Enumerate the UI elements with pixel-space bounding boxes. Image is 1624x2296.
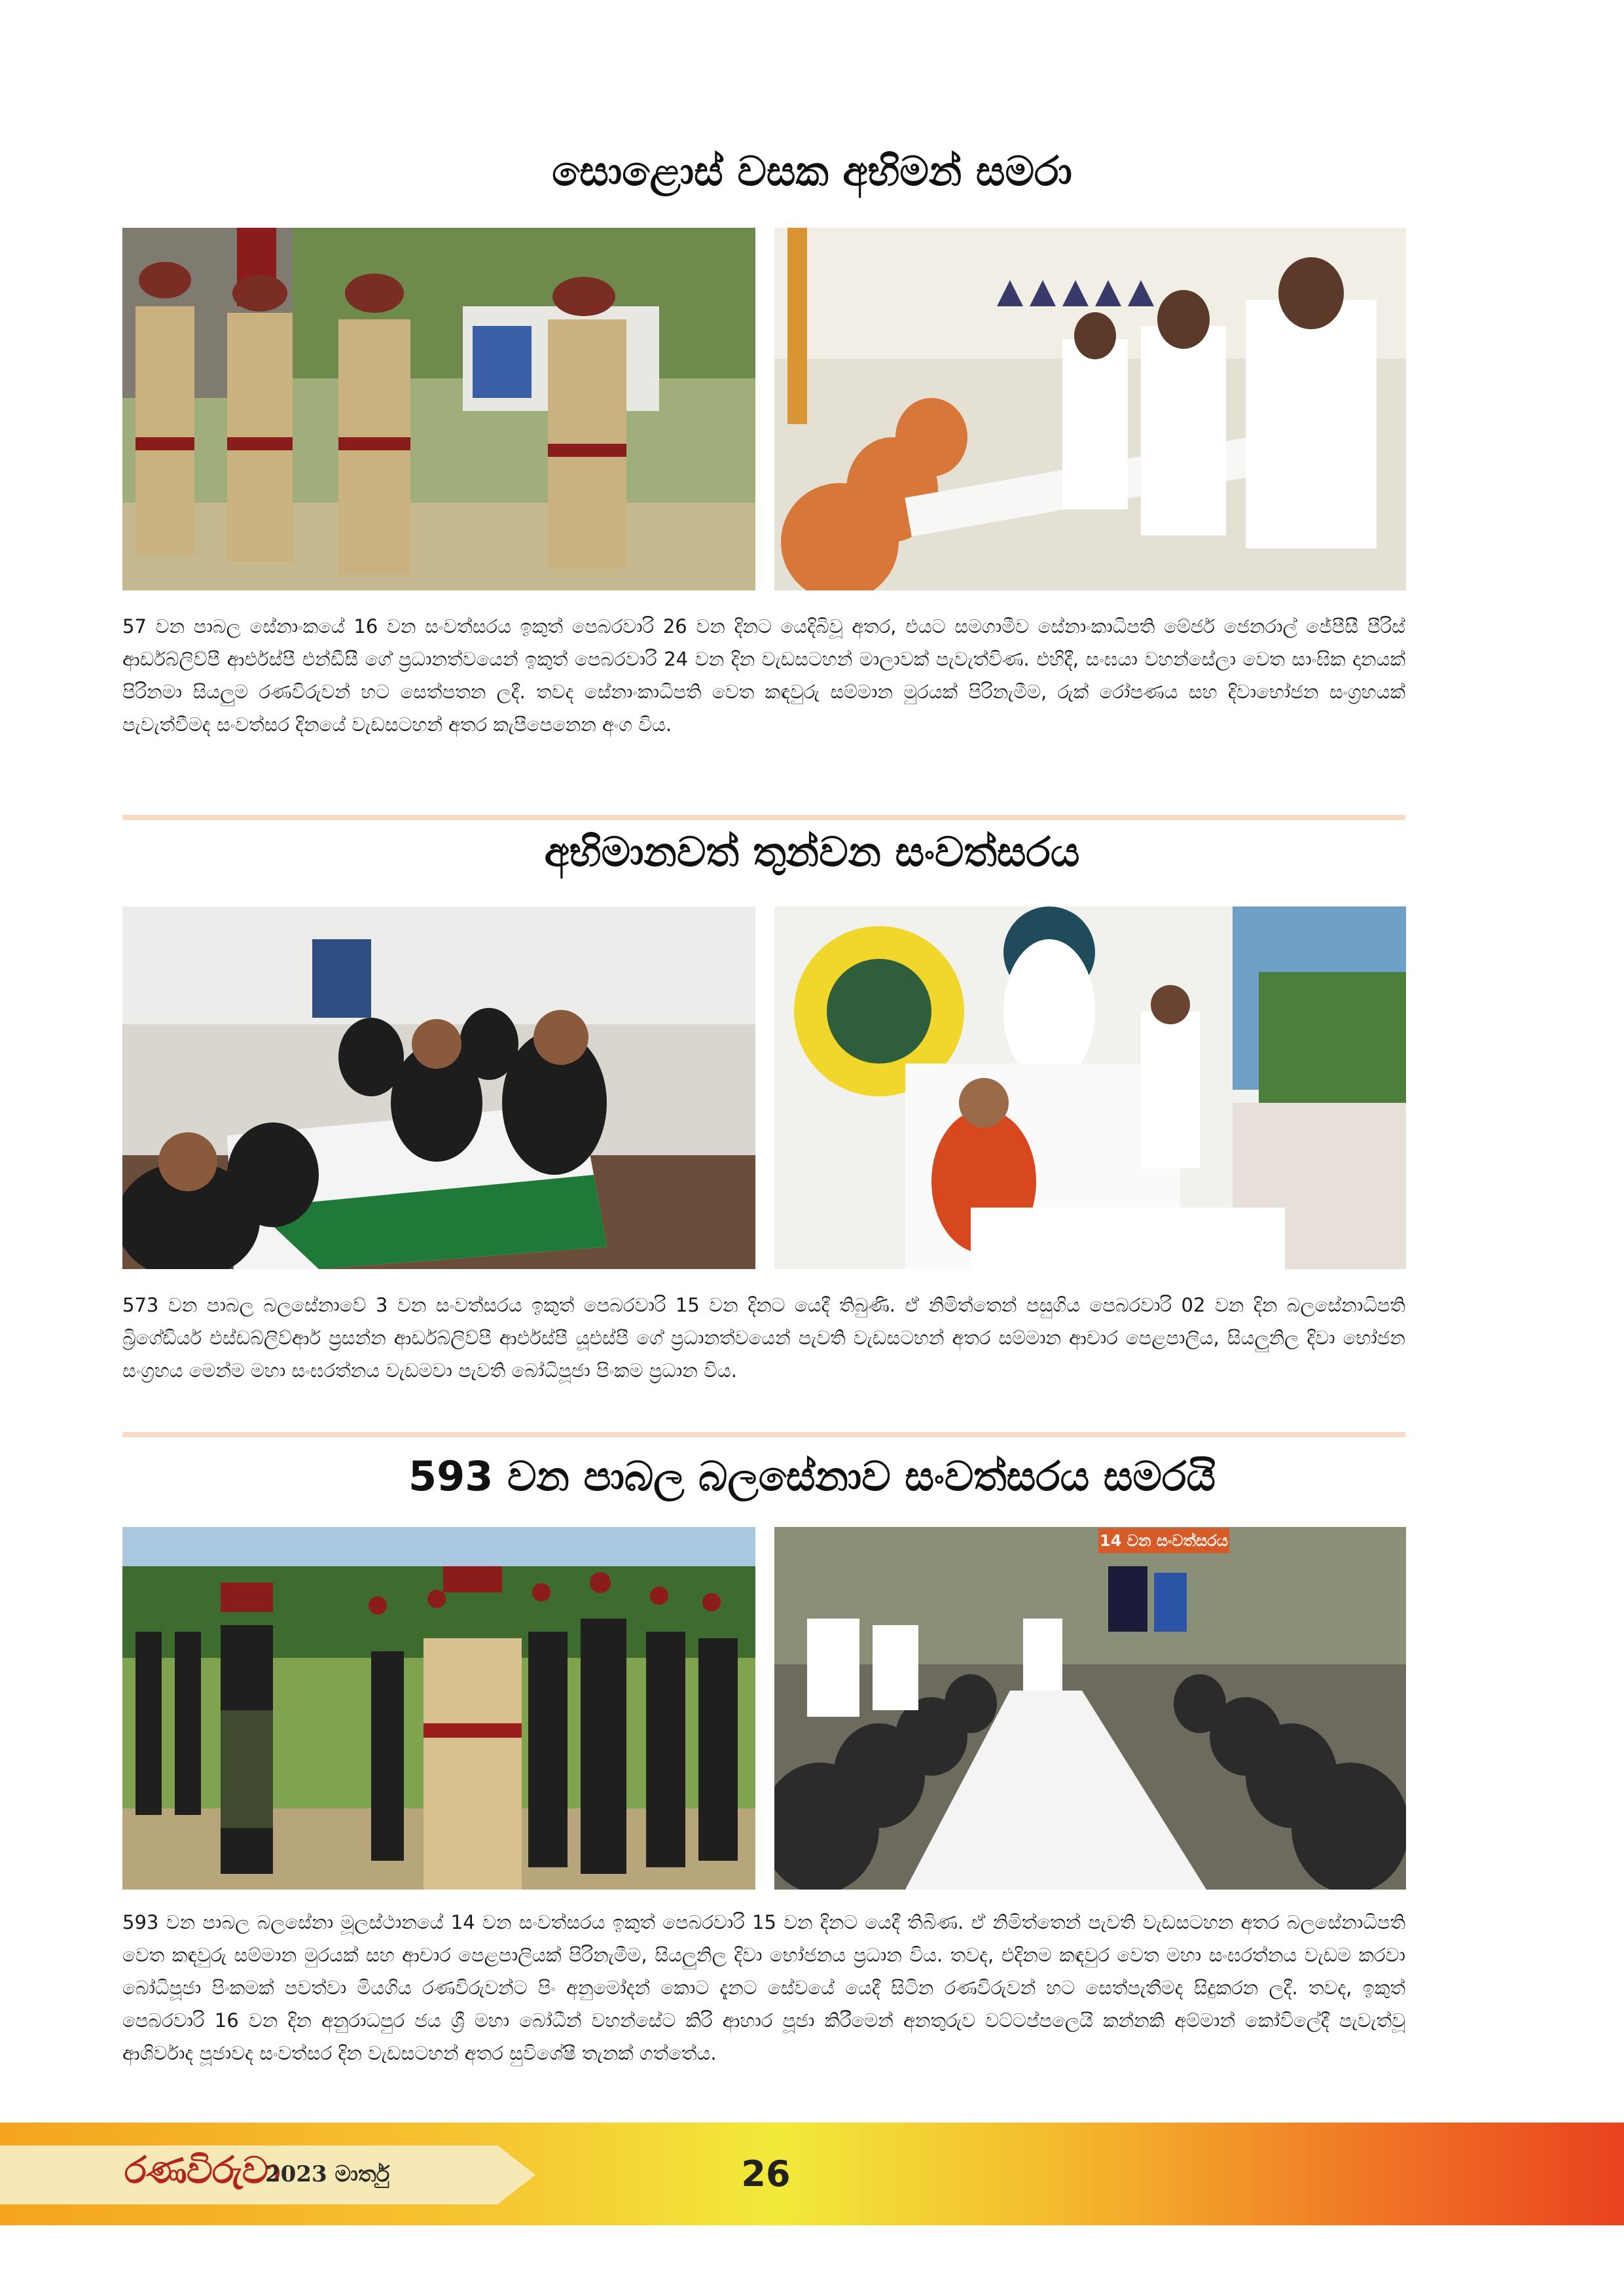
page-number: 26 [741, 2153, 791, 2195]
banquet-table-photo [774, 1527, 1406, 1890]
section-3-body: 593 වන පාබල බලසේනා මූලස්ථානයේ 14 වන සංවත්සරය ඉකුත් පෙබරවාරි 15 වන දිනට යෙදී තිබිණ. ඒ නිමිත්තෙන් පැවති වැඩසටහන අතර බලසේනාධිපති වෙත කඳවුරු සම්මාන මුරයක් සහ ආචාර පෙළපාලියක් පිරිනැමීම, සියලුනිල දිවා භෝජනය ප්‍රධාන විය. තවද, එදිනම කඳවුර වෙත මහා සංඝරත්නය වැඩම කරවා බෝධිපූජා පිංකමක් පවත්වා මියගිය රණවිරුවන්ට පිං අනුමෝදන් කොට දැනට සේවයේ යෙදී සිටින රණවිරුවන් හට සෙත්පැතීමද සිදුකරන ලදී. තවද, ඉකුත් පෙබරවාරි 16 වන දින අනුරාධපුර ජය ශ්‍රී මහා බෝධීන් වහන්සේට කිරි ආහාර පූජා කිරීමෙන් අනතුරුව වට්ටප්පලෙයි කන්නකි අම්මාන් කෝවිලේදී පැවැත්වූ ආශිර්වාද පූජාවද සංවත්සර දින වැඩසටහන් අතර සුවිශේෂී තැනක් ගත්තේය. [122, 1911, 1405, 2064]
section-1-body: 57 වන පාබල සේනාංකයේ 16 වන සංවත්සරය ඉකුත් පෙබරවාරි 26 වන දිනට යෙදිබිවූ අතර, එයට සමගාමීව සේනාංකාධිපති මේජර් ජෙනරාල් ජේපීසී පීරිස් ආර්ඩබ්ලිව්පී ආර්එස්පී එන්ඩීසී ගේ ප්‍රධානත්වයෙන් ඉකුත් පෙබරවාරි 24 වන දින වැඩසටහන් මාලාවක් පැවැත්විණ. එහිදී, සංඝයා වහන්සේලා වෙත සාංඝික දානයක් පිරිනමා සියලුම රණවිරුවන් හට සෙත්පතන ලදී. තවද සේනාංකාධිපති වෙත කඳවුරු සම්මාන මුරයක් පිරිනැමීම, රුක් රෝපණය සහ දිවාභෝජන සංග්‍රහයක් පැවැත්වීමද සංවත්සර දිනයේ වැඩසටහන් අතර කැපීපෙනෙන අංග විය. [122, 615, 1405, 736]
dining-hall-soldiers-photo [122, 906, 755, 1269]
section-2-title: අභිමානවත් තුන්වන සංවත්සරය [544, 828, 1080, 876]
issue-date: 2023 මාර්තු [265, 2161, 390, 2187]
section-3-title: 593 වන පාබල බලසේනාව සංවත්සරය සමරයි [408, 1452, 1216, 1500]
section-divider [122, 1432, 1405, 1437]
alms-giving-photo [774, 228, 1406, 590]
section-divider [122, 815, 1405, 820]
guard-of-honour-photo [122, 1527, 755, 1890]
monk-offering-photo [774, 906, 1406, 1269]
section-1-title: සොළොස් වසක අභිමන් සමරා [552, 147, 1072, 195]
anniversary-banner: 14 වන සංවත්සරය [1098, 1528, 1229, 1553]
ceremonial-handshake-photo [122, 228, 755, 590]
section-2-body: 573 වන පාබල බලසේනාවේ 3 වන සංවත්සරය ඉකුත් පෙබරවාරි 15 වන දිනට යෙදී තිබුණි. ඒ නිමිත්තෙන් පසුගිය පෙබරවාරි 02 වන දින බලසේනාධිපති බ්‍රිගේඩියර් එස්ඩබ්ලිව්ආර් ප්‍රසන්න ආර්ඩබ්ලිව්පී ආර්එස්පී යූඑස්පී ගේ ප්‍රධානත්වයෙන් පැවති වැඩසටහන් අතර සම්මාන ආචාර පෙළපාලිය, සියලුනිල දිවා භෝජන සංග්‍රහය මෙන්ම මහා සංඝරත්නය වැඩමවා පැවති බෝධිපූජා පිංකම ප්‍රධාන විය. [122, 1294, 1405, 1382]
magazine-logo: රණවිරුවා [124, 2149, 280, 2192]
